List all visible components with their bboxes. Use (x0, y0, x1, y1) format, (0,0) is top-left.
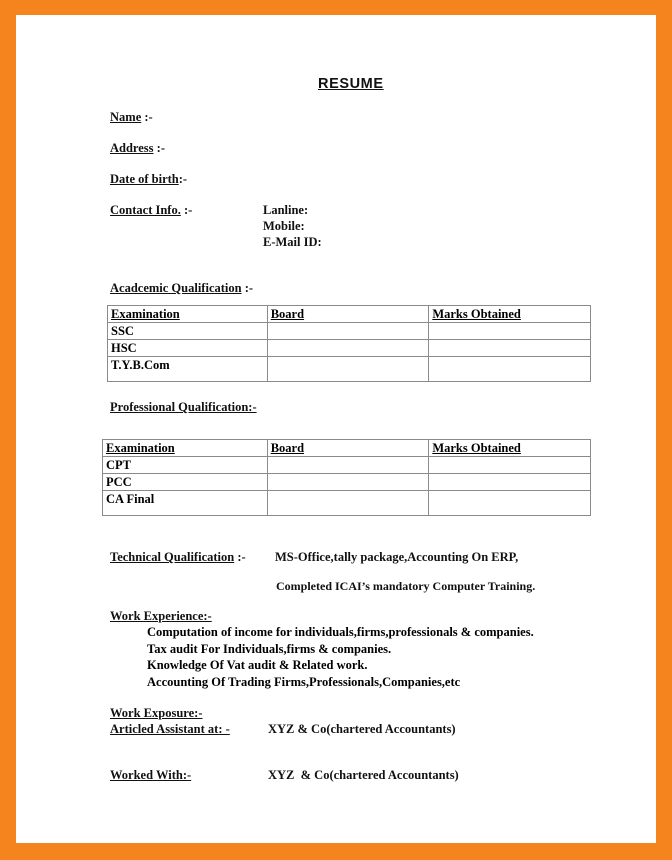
board-cell (267, 340, 429, 357)
name-label: Name (110, 110, 142, 124)
resume-page (16, 15, 656, 843)
page-title: RESUME (318, 76, 384, 92)
professional-table (102, 439, 591, 516)
contact-email: E-Mail ID: (263, 235, 322, 249)
dob-separator: :- (178, 172, 188, 186)
board-cell (267, 457, 429, 474)
exam-cell: PCC (103, 474, 268, 491)
work-experience-item: Accounting Of Trading Firms,Professionals,Companies,etc (147, 675, 461, 689)
board-cell (267, 357, 429, 382)
col-board: Board (267, 306, 429, 323)
table-row (108, 357, 591, 382)
academic-table (107, 305, 591, 382)
articled-assistant-label: Articled Assistant at: - (110, 722, 230, 736)
table-row (108, 340, 591, 357)
col-examination: Examination (103, 440, 268, 457)
board-cell (267, 323, 429, 340)
dob-field (110, 172, 187, 187)
technical-line-2: Completed ICAI’s mandatory Computer Training. (276, 579, 536, 593)
table-row (103, 457, 591, 474)
table-row (103, 474, 591, 491)
contact-mobile: Mobile: (263, 219, 305, 233)
exam-cell: CPT (103, 457, 268, 474)
address-separator: :- (153, 141, 165, 155)
exam-cell: T.Y.B.Com (108, 357, 268, 382)
table-row (103, 491, 591, 516)
work-experience-item: Tax audit For Individuals,firms & companies. (147, 642, 392, 656)
name-field (110, 110, 153, 125)
marks-cell (429, 357, 591, 382)
academic-heading-separator: :- (241, 281, 254, 295)
exam-cell: HSC (108, 340, 268, 357)
contact-label: Contact Info. (110, 203, 181, 217)
professional-heading: Professional Qualification:- (110, 400, 257, 414)
dob-label: Date of birth (110, 172, 179, 186)
worked-with-label: Worked With:- (110, 768, 192, 782)
professional-table-header (103, 440, 591, 457)
exam-cell: CA Final (103, 491, 268, 516)
contact-separator: :- (180, 203, 193, 217)
articled-assistant-value: XYZ & Co(chartered Accountants) (268, 722, 456, 736)
address-field (110, 141, 165, 156)
contact-field (110, 203, 192, 218)
table-row (108, 323, 591, 340)
academic-heading-label: Acadcemic Qualification (110, 281, 242, 295)
technical-line-1: MS-Office,tally package,Accounting On ERP, (275, 550, 519, 564)
col-marks-obtained: Marks Obtained (429, 440, 591, 457)
work-experience-item: Knowledge Of Vat audit & Related work. (147, 658, 368, 672)
marks-cell (429, 457, 591, 474)
academic-heading (110, 281, 253, 296)
technical-heading-label: Technical Qualification (110, 550, 235, 564)
board-cell (267, 491, 429, 516)
worked-with-value: XYZ & Co(chartered Accountants) (268, 768, 459, 782)
col-examination: Examination (108, 306, 268, 323)
address-label: Address (110, 141, 154, 155)
marks-cell (429, 340, 591, 357)
col-marks-obtained: Marks Obtained (429, 306, 591, 323)
academic-table-header (108, 306, 591, 323)
technical-heading (110, 550, 246, 565)
col-board: Board (267, 440, 429, 457)
work-exposure-heading: Work Exposure:- (110, 706, 203, 720)
name-separator: :- (141, 110, 153, 124)
board-cell (267, 474, 429, 491)
marks-cell (429, 323, 591, 340)
work-experience-heading: Work Experience:- (110, 609, 212, 623)
marks-cell (429, 474, 591, 491)
technical-heading-separator: :- (234, 550, 246, 564)
work-experience-item: Computation of income for individuals,firms,professionals & companies. (147, 625, 534, 639)
contact-lanline: Lanline: (263, 203, 309, 217)
marks-cell (429, 491, 591, 516)
exam-cell: SSC (108, 323, 268, 340)
